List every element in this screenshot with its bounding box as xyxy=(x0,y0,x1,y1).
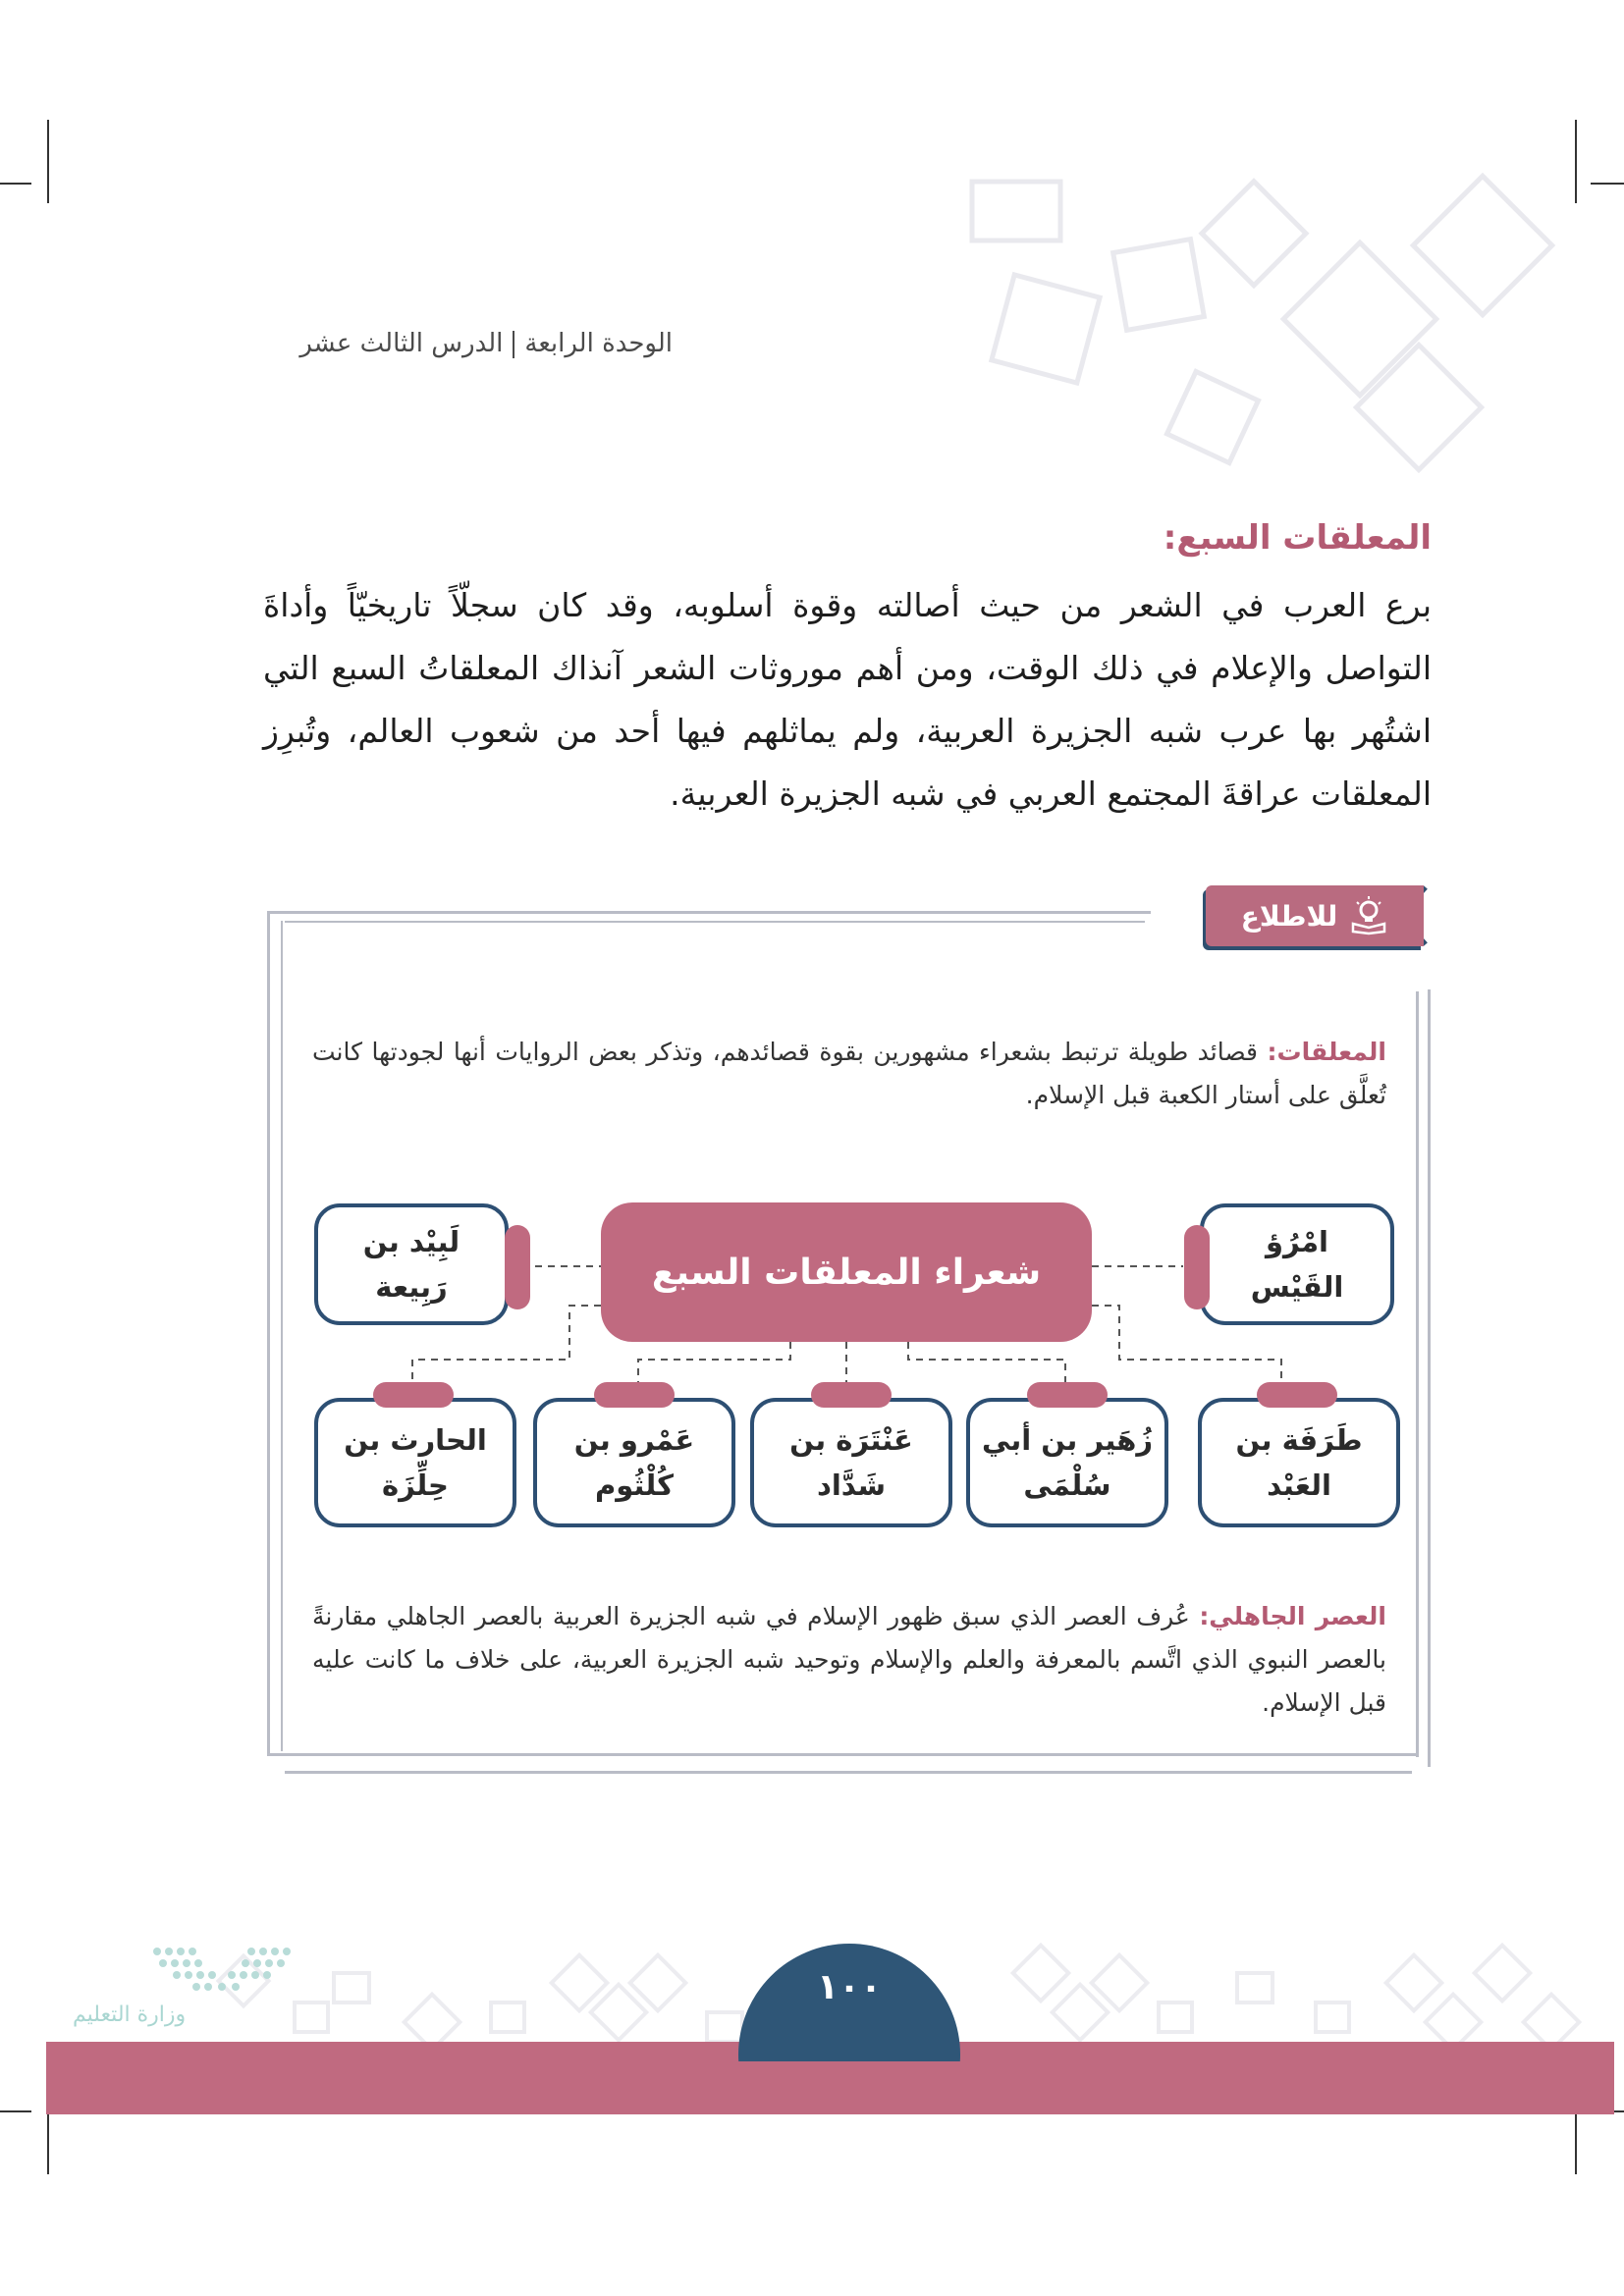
poet-labid xyxy=(314,1203,509,1325)
poet-line: طَرَفَة بن xyxy=(1235,1423,1363,1457)
definition-term: العصر الجاهلي: xyxy=(1199,1602,1386,1630)
page-number: ١٠٠ xyxy=(817,1967,882,2007)
definition-body: قصائد طويلة ترتبط بشعراء مشهورين بقوة قصائدهم، وتذكر بعض الروايات أنها لجودتها كانت تُعلَّق على أستار الكعبة قبل الإسلام. xyxy=(312,1038,1386,1109)
poet-line: القَيْس xyxy=(1250,1270,1344,1304)
poet-antara xyxy=(750,1398,952,1527)
poet-amr xyxy=(533,1398,735,1527)
poet-line: العَبْد xyxy=(1267,1468,1331,1502)
poet-line: حِلِّزَة xyxy=(382,1468,449,1502)
diagram-center-label: شعراء المعلقات السبع xyxy=(651,1252,1042,1293)
poet-line: زُهَير بن أبي xyxy=(981,1423,1154,1457)
connector-pill xyxy=(594,1382,675,1408)
poet-line: لَبِيْد بن xyxy=(362,1225,460,1258)
poet-line: عَمْرو بن xyxy=(573,1423,695,1457)
ministry-logo-text: وزارة التعليم xyxy=(73,2002,187,2027)
unit-label: الوحدة الرابعة xyxy=(524,329,673,358)
poet-imru-al-qais xyxy=(1200,1203,1394,1325)
connector-pill xyxy=(1027,1382,1108,1408)
connector-pill xyxy=(811,1382,892,1408)
section-title: المعلقات السبع: xyxy=(1163,518,1432,558)
poet-line: كُلْثُوم xyxy=(595,1468,674,1502)
page-number-badge xyxy=(738,1944,960,2061)
diagram-center-node xyxy=(601,1202,1092,1342)
connector-pill xyxy=(1184,1225,1210,1309)
intro-paragraph: برع العرب في الشعر من حيث أصالته وقوة أسلوبه، وقد كان سجلّاً تاريخيّاً وأداةَ التواصل والإعلام في ذلك الوقت، ومن أهم موروثات الشعر آنذاك المعلقاتُ السبع التي اشتُهر بها عرب شبه الجزيرة العربية، ولم يماثلهم فيها أحد من شعوب العالم، وتُبرِز المعلقات عراقةَ المجتمع العربي في شبه الجزيرة العربية. xyxy=(263,586,1432,813)
poet-zuhair xyxy=(966,1398,1168,1527)
definition-body: عُرف العصر الذي سبق ظهور الإسلام في شبه الجزيرة العربية بالعصر الجاهلي مقارنةً بالعصر النبوي الذي اتَّسم بالمعرفة والعلم والإسلام وتوحيد شبه الجزيرة العربية، على خلاف ما كانت عليه قبل الإسلام. xyxy=(312,1602,1386,1717)
definition-jahiliyya xyxy=(312,1595,1386,1725)
poet-line: رَبِيعة xyxy=(375,1270,448,1304)
poet-tarafa xyxy=(1198,1398,1400,1527)
connector-pill xyxy=(505,1225,530,1309)
poet-line: عَنْتَرَة بن xyxy=(789,1423,913,1457)
connector-pill xyxy=(373,1382,454,1408)
connector-pill xyxy=(1257,1382,1337,1408)
poet-line: الحارث بن xyxy=(344,1423,487,1457)
poet-line: امْرُؤ xyxy=(1266,1225,1328,1258)
lesson-label: الدرس الثالث عشر xyxy=(299,329,504,358)
info-tag-label: للاطلاع xyxy=(1240,899,1338,933)
definition-term: المعلقات: xyxy=(1267,1038,1386,1066)
poet-harith xyxy=(314,1398,516,1527)
poet-line: شَدَّاد xyxy=(816,1468,887,1502)
poet-line: سُلْمَى xyxy=(1023,1468,1111,1502)
